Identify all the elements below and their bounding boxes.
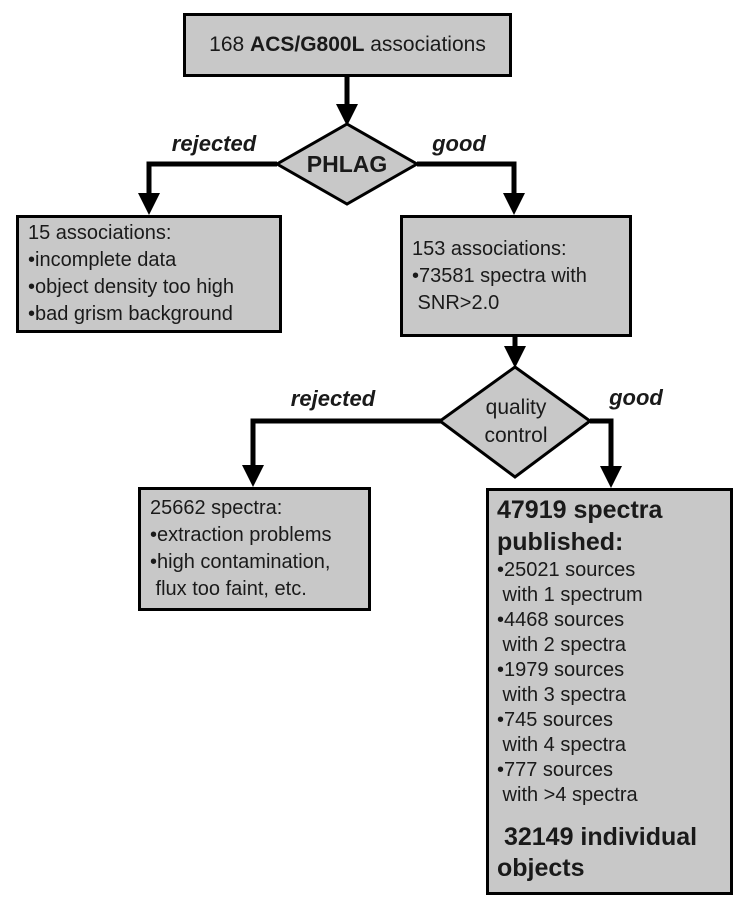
start-node: [183, 13, 512, 77]
rejected-associations-node: [16, 215, 282, 333]
phlag-decision-label: PHLAG: [306, 151, 388, 177]
published-line: with 1 spectrum: [497, 584, 643, 606]
arrowhead-quality-rejected: [242, 465, 264, 487]
rejected-assoc-line: •object density too high: [28, 276, 235, 298]
published-title: 47919 spectra published:: [497, 496, 663, 556]
published-line: with 4 spectra: [497, 734, 626, 756]
published-line: with >4 spectra: [497, 784, 638, 806]
edge-quality-rejected: [253, 421, 441, 468]
rejected-spectra-line: •high contamination,: [150, 551, 331, 573]
published-line: •25021 sources: [497, 559, 636, 581]
arrowhead-phlag-good: [503, 193, 525, 215]
rejected-spectra-node: [138, 487, 371, 611]
rejected-spectra-line: flux too faint, etc.: [150, 578, 307, 600]
edge-label-rejected-quality: rejected: [290, 386, 376, 411]
rejected-assoc-line: •bad grism background: [28, 303, 233, 325]
start-count: 168: [209, 33, 251, 56]
published-line: with 3 spectra: [497, 684, 626, 706]
edge-quality-good: [590, 421, 611, 468]
edge-label-good-quality: good: [609, 385, 663, 410]
edge-label-good-phlag: good: [432, 131, 486, 156]
edge-phlag-good: [417, 164, 514, 196]
quality-control-decision-label: [484, 394, 547, 450]
published-spectra-node: [486, 488, 733, 895]
good-assoc-line: 153 associations:: [412, 237, 567, 260]
quality-label-line1: quality: [485, 396, 547, 419]
published-line: with 2 spectra: [497, 634, 626, 656]
start-instrument: ACS/G800L: [250, 33, 365, 56]
good-associations-node: [400, 215, 632, 337]
arrowhead-assoc-to-quality: [504, 346, 526, 368]
edge-label-rejected-phlag: rejected: [171, 131, 257, 156]
rejected-assoc-line: •incomplete data: [28, 249, 177, 271]
arrowhead-phlag-rejected: [138, 193, 160, 215]
published-line: •4468 sources: [497, 609, 625, 631]
quality-label-line2: control: [484, 424, 548, 447]
published-line: •777 sources: [497, 759, 613, 781]
published-line: •1979 sources: [497, 659, 625, 681]
rejected-spectra-line: 25662 spectra:: [150, 497, 283, 519]
rejected-assoc-line: 15 associations:: [28, 222, 172, 244]
arrowhead-quality-good: [600, 466, 622, 488]
rejected-spectra-line: •extraction problems: [150, 524, 332, 546]
good-assoc-line: •73581 spectra with: [412, 264, 587, 287]
edge-phlag-rejected: [149, 164, 277, 196]
published-line: •745 sources: [497, 709, 613, 731]
good-assoc-line: SNR>2.0: [412, 291, 500, 314]
start-node-label: [209, 33, 486, 57]
start-suffix: associations: [364, 33, 486, 56]
published-footer: 32149 individual objects: [497, 823, 705, 882]
